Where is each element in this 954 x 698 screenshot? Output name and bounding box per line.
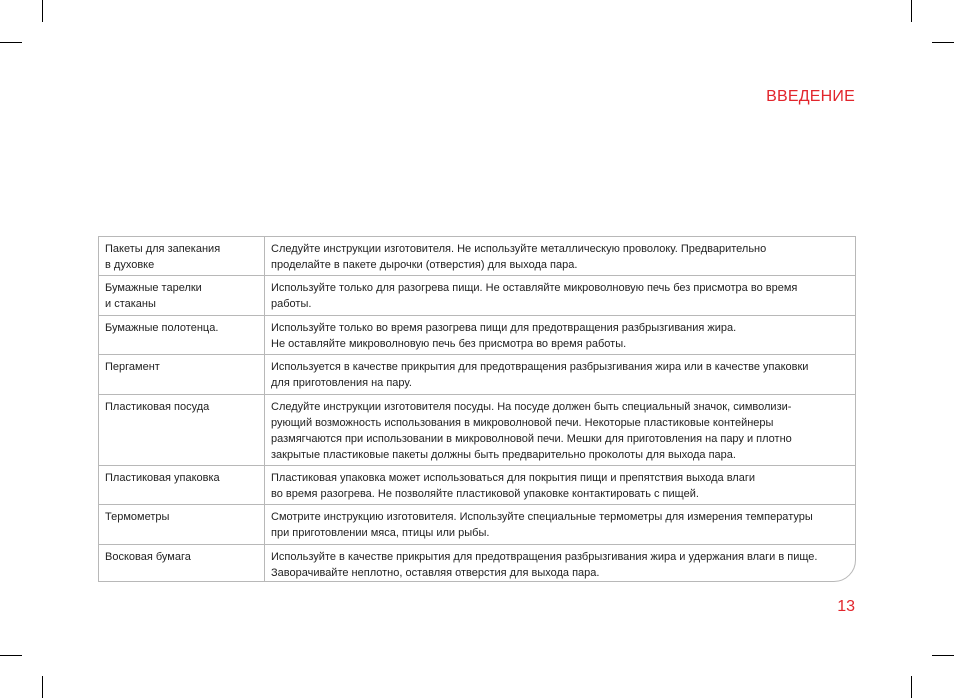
crop-mark-top-right-vertical [911,0,912,22]
table-row [99,505,855,545]
material-instructions: Используйте только для разогрева пищи. Не оставляйте микроволновую печь без присмотра во время работы. [271,282,798,310]
material-name: Пергамент [99,355,265,394]
material-instructions: Следуйте инструкции изготовителя. Не используйте металлическую проволоку. Предварительно проделайте в пакете дырочки (отверстия) для выхода пара. [271,243,767,271]
material-name: Восковая бумага [99,545,265,581]
materials-table [98,236,856,582]
crop-mark-bottom-right-vertical [911,676,912,698]
crop-mark-bottom-left-vertical [42,676,43,698]
material-name: Бумажные тарелки и стаканы [99,276,265,315]
crop-mark-bottom-right-horizontal [932,655,954,656]
table-row [99,395,855,466]
material-name: Пластиковая посуда [99,395,265,465]
material-name: Пластиковая упаковка [99,466,265,504]
table-row [99,545,855,581]
material-instructions: Используется в качестве прикрытия для предотвращения разбрызгивания жира или в качестве упаковки для приготовления на пару. [271,361,809,389]
table-row [99,316,855,355]
crop-mark-top-left-horizontal [0,42,22,43]
material-instructions: Используйте в качестве прикрытия для предотвращения разбрызгивания жира и удержания влаги в пище. Заворачивайте неплотно, оставляя отверстия для выхода пара. [271,551,818,579]
material-name: Пакеты для запекания в духовке [99,237,265,275]
crop-mark-top-right-horizontal [932,42,954,43]
table-row [99,276,855,316]
table-row [99,355,855,395]
material-instructions: Пластиковая упаковка может использоваться для покрытия пищи и препятствия выхода влаги во время разогрева. Не позволяйте пластиковой упаковке контактировать с пищей. [271,472,755,500]
crop-mark-top-left-vertical [42,0,43,22]
crop-mark-bottom-left-horizontal [0,655,22,656]
material-instructions: Используйте только во время разогрева пищи для предотвращения разбрызгивания жира. Не оставляйте микроволновую печь без присмотра во время работы. [271,322,737,350]
material-name: Термометры [99,505,265,544]
table-row [99,237,855,276]
table-row [99,466,855,505]
material-name: Бумажные полотенца. [99,316,265,354]
material-instructions: Смотрите инструкцию изготовителя. Используйте специальные термометры для измерения температуры при приготовлении мяса, птицы или рыбы. [271,511,813,539]
section-title: ВВЕДЕНИЕ [766,88,855,105]
material-instructions: Следуйте инструкции изготовителя посуды. На посуде должен быть специальный значок, символизи- рующий возможность использования в микроволновой печи. Некоторые пластиковые контейнеры размягчаются при использовании в микроволновой печи. Мешки для приготовления на пару и плотно закрытые пластиковые пакеты должны быть предварительно проколоты для выхода пара. [271,401,792,461]
page-number: 13 [837,598,855,615]
